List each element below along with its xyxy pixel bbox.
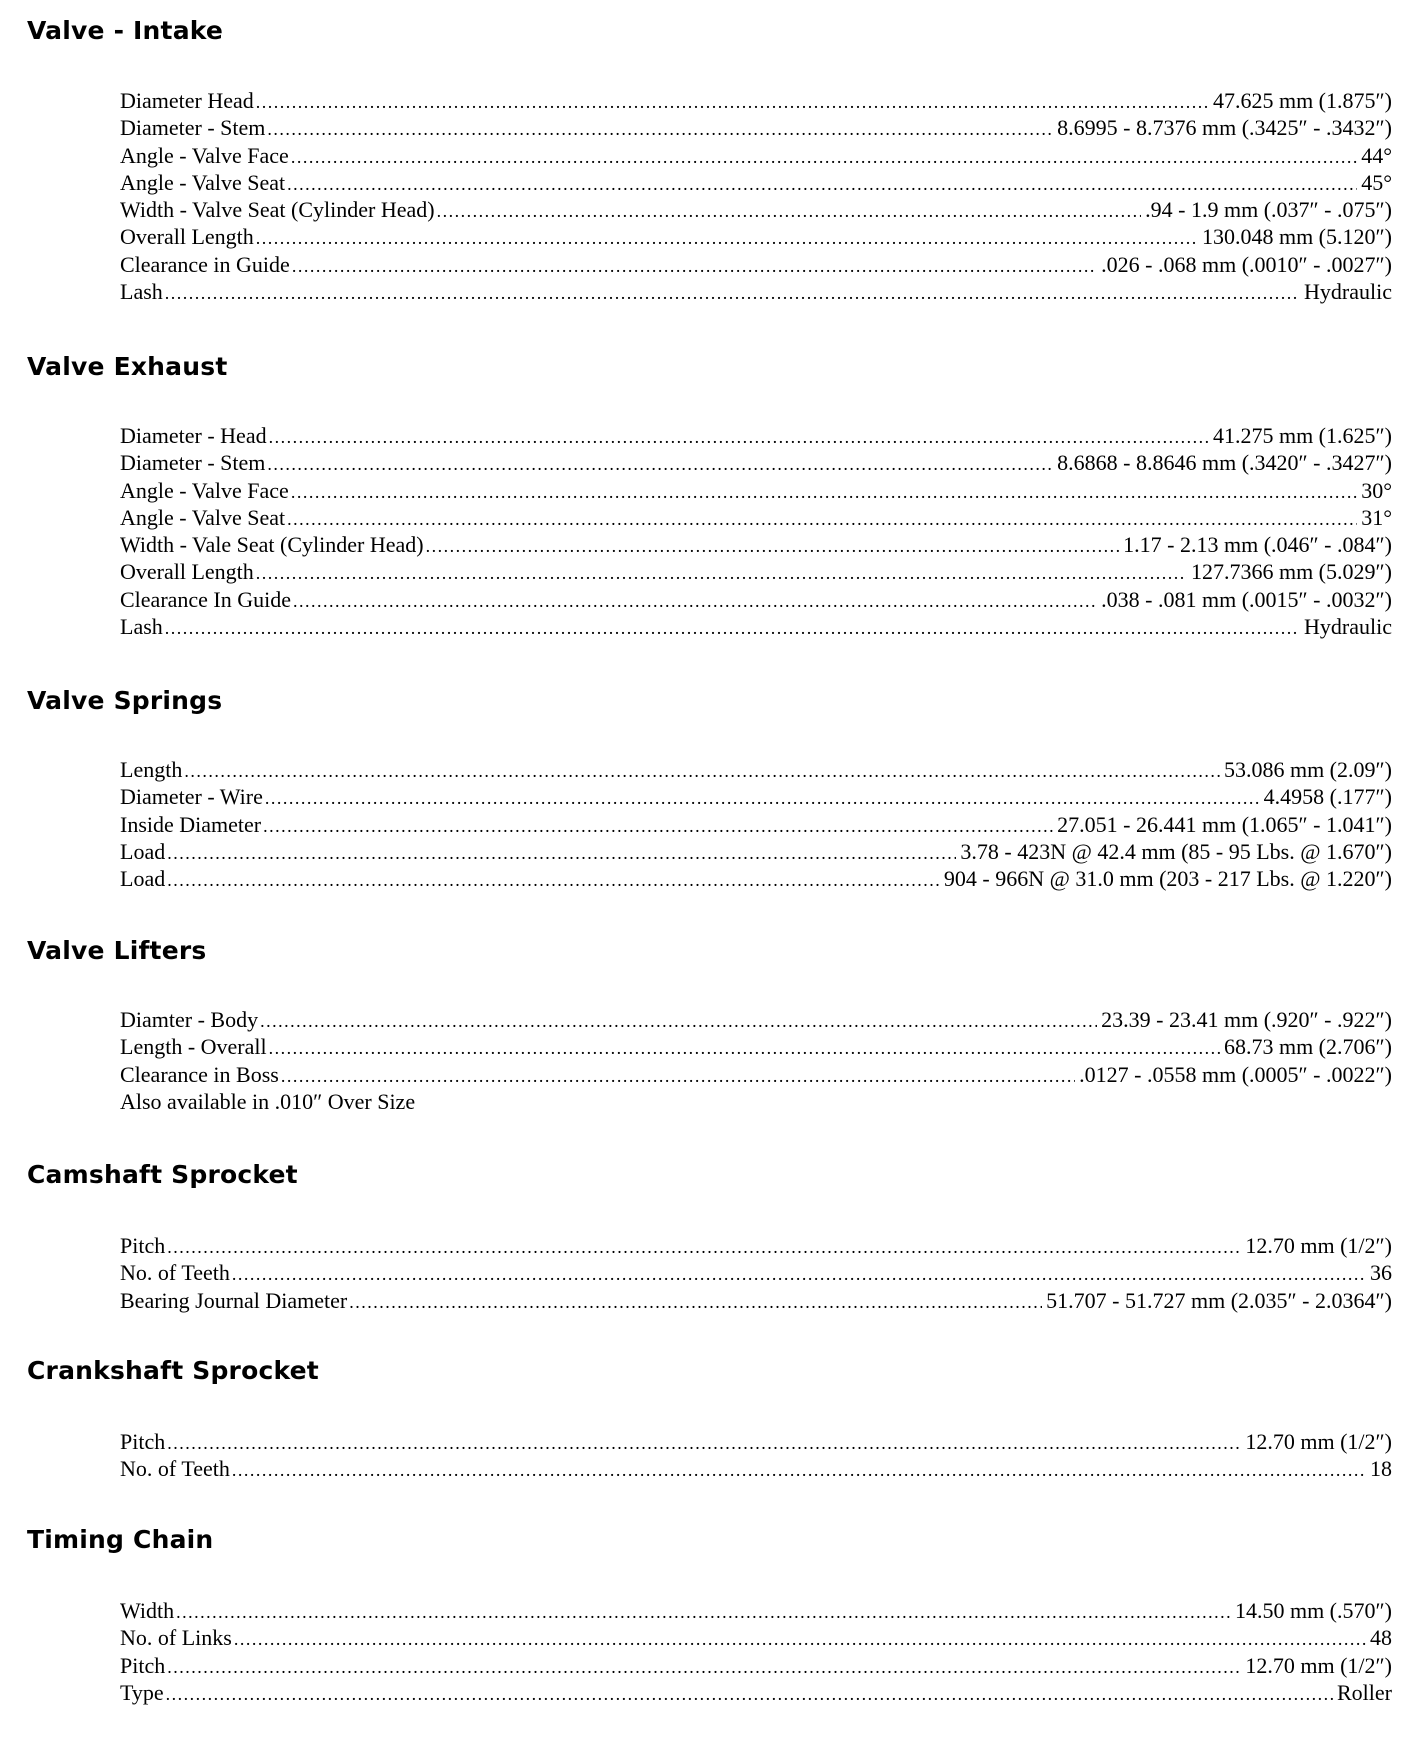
spec-label: Clearance in Boss	[120, 1061, 279, 1087]
dot-leader	[256, 225, 1198, 252]
section-title: Crankshaft Sprocket	[27, 1356, 319, 1385]
dot-leader	[263, 813, 1053, 840]
spec-row	[120, 783, 1392, 810]
spec-label: Diameter - Stem	[120, 450, 266, 476]
dot-leader	[167, 1234, 1241, 1261]
spec-value: Hydraulic	[1304, 614, 1392, 640]
spec-label: Overall Length	[120, 559, 254, 585]
spec-label: Angle - Valve Face	[120, 142, 289, 168]
spec-label: Clearance In Guide	[120, 586, 292, 612]
spec-row	[120, 449, 1392, 476]
spec-value: 904 - 966N @ 31.0 mm (203 - 217 Lbs. @ 1.220″)	[943, 866, 1392, 892]
spec-label: Type	[120, 1679, 164, 1705]
dot-leader	[291, 479, 1357, 506]
dot-leader	[426, 533, 1120, 560]
spec-label: Bearing Journal Diameter	[120, 1287, 348, 1313]
section-title: Timing Chain	[27, 1525, 214, 1554]
section-title: Valve - Intake	[27, 16, 224, 45]
spec-value: 48	[1370, 1625, 1392, 1651]
spec-value: .0127 - .0558 mm (.0005″ - .0022″)	[1079, 1061, 1392, 1087]
spec-value: 12.70 mm (1/2″)	[1245, 1233, 1392, 1258]
spec-value: 12.70 mm (1/2″)	[1245, 1652, 1392, 1678]
spec-value: 3.78 - 423N @ 42.4 mm (85 - 95 Lbs. @ 1.670″)	[960, 838, 1392, 864]
spec-value: .026 - .068 mm (.0010″ - .0027″)	[1101, 251, 1392, 277]
spec-value: Roller	[1337, 1679, 1392, 1705]
spec-label: Overall Length	[120, 224, 254, 250]
spec-value: 12.70 mm (1/2″)	[1245, 1429, 1392, 1454]
dot-leader	[167, 1430, 1241, 1457]
dot-leader	[267, 451, 1053, 478]
dot-leader	[165, 615, 1300, 642]
spec-value: 36	[1370, 1260, 1392, 1286]
section-title: Valve Springs	[27, 686, 223, 715]
spec-row	[120, 196, 1392, 223]
spec-value: 41.275 mm (1.625″)	[1212, 423, 1392, 448]
spec-label: Load	[120, 838, 166, 864]
spec-value: 53.086 mm (2.09″)	[1223, 757, 1392, 782]
dot-leader	[287, 171, 1357, 198]
dot-leader	[167, 867, 940, 894]
spec-list	[120, 422, 1392, 640]
dot-leader	[269, 424, 1209, 451]
spec-label: Length - Overall	[120, 1034, 267, 1060]
spec-value: 8.6868 - 8.8646 mm (.3420″ - .3427″)	[1057, 450, 1392, 476]
spec-label: Angle - Valve Seat	[120, 169, 286, 195]
spec-value: 51.707 - 51.727 mm (2.035″ - 2.0364″)	[1046, 1287, 1392, 1313]
spec-value: .038 - .081 mm (.0015″ - .0032″)	[1101, 586, 1392, 612]
spec-label: Load	[120, 866, 166, 892]
dot-leader	[234, 1626, 1366, 1653]
dot-leader	[437, 198, 1142, 225]
dot-leader	[281, 1063, 1075, 1090]
spec-row	[120, 613, 1392, 640]
spec-row	[120, 251, 1392, 278]
spec-value: 23.39 - 23.41 mm (.920″ - .922″)	[1101, 1007, 1392, 1032]
spec-row	[120, 1259, 1392, 1286]
spec-value: 47.625 mm (1.875″)	[1212, 88, 1392, 113]
spec-row	[120, 1033, 1392, 1060]
spec-row	[120, 531, 1392, 558]
spec-list	[120, 1597, 1392, 1706]
section-title: Valve Lifters	[27, 936, 207, 965]
spec-row	[120, 114, 1392, 141]
spec-list	[120, 756, 1392, 892]
spec-row	[120, 169, 1392, 196]
spec-row	[120, 504, 1392, 531]
dot-leader	[293, 588, 1097, 615]
spec-value: 14.50 mm (.570″)	[1234, 1598, 1392, 1623]
spec-label: Clearance in Guide	[120, 251, 290, 277]
spec-label: No. of Teeth	[120, 1456, 230, 1482]
spec-row	[120, 586, 1392, 613]
dot-leader	[232, 1457, 1366, 1484]
spec-row	[120, 1232, 1392, 1259]
spec-value: 44°	[1361, 142, 1392, 168]
spec-row	[120, 811, 1392, 838]
dot-leader	[292, 253, 1097, 280]
spec-label: Lash	[120, 614, 163, 640]
spec-value: .94 - 1.9 mm (.037″ - .075″)	[1145, 197, 1392, 223]
dot-leader	[176, 1599, 1231, 1626]
section-title: Camshaft Sprocket	[27, 1160, 298, 1189]
spec-value: 1.17 - 2.13 mm (.046″ - .084″)	[1123, 532, 1392, 558]
spec-label: No. of Links	[120, 1625, 232, 1651]
spec-label: Pitch	[120, 1652, 166, 1678]
spec-label: Diameter - Stem	[120, 115, 266, 141]
dot-leader	[260, 1008, 1097, 1035]
dot-leader	[184, 758, 1220, 785]
dot-leader	[167, 840, 956, 867]
dot-leader	[167, 1654, 1241, 1681]
spec-value: 127.7366 mm (5.029″)	[1190, 559, 1392, 585]
spec-value: 27.051 - 26.441 mm (1.065″ - 1.041″)	[1057, 811, 1392, 837]
spec-label: Width - Vale Seat (Cylinder Head)	[120, 532, 424, 558]
spec-row	[120, 558, 1392, 585]
dot-leader	[287, 506, 1357, 533]
dot-leader	[265, 785, 1260, 812]
spec-label: Width - Valve Seat (Cylinder Head)	[120, 197, 435, 223]
spec-row	[120, 142, 1392, 169]
dot-leader	[256, 89, 1209, 116]
spec-row	[120, 223, 1392, 250]
spec-value: 18	[1370, 1456, 1392, 1482]
spec-note: Also available in .010″ Over Size	[120, 1088, 416, 1114]
spec-value: 130.048 mm (5.120″)	[1201, 224, 1392, 250]
spec-row	[120, 1597, 1392, 1624]
spec-row	[120, 1455, 1392, 1482]
dot-leader	[291, 144, 1357, 171]
spec-row	[120, 1061, 1392, 1088]
dot-leader	[256, 560, 1187, 587]
spec-row	[120, 1652, 1392, 1679]
spec-label: Angle - Valve Seat	[120, 504, 286, 530]
spec-row	[120, 1624, 1392, 1651]
spec-value: 68.73 mm (2.706″)	[1223, 1034, 1392, 1060]
spec-list	[120, 87, 1392, 305]
spec-label: Angle - Valve Face	[120, 477, 289, 503]
spec-row	[120, 1679, 1392, 1706]
dot-leader	[269, 1035, 1220, 1062]
spec-row	[120, 756, 1392, 783]
spec-label: Inside Diameter	[120, 811, 262, 837]
spec-label: Diameter - Head	[120, 423, 267, 448]
spec-row	[120, 1006, 1392, 1033]
spec-label: No. of Teeth	[120, 1260, 230, 1286]
spec-label: Diamter - Body	[120, 1007, 259, 1032]
dot-leader	[166, 1681, 1333, 1708]
spec-row	[120, 838, 1392, 865]
dot-leader	[349, 1289, 1042, 1316]
dot-leader	[232, 1261, 1366, 1288]
spec-value: 45°	[1361, 169, 1392, 195]
spec-label: Diameter Head	[120, 88, 254, 113]
spec-row	[120, 87, 1392, 114]
spec-value: 30°	[1361, 477, 1392, 503]
spec-row	[120, 477, 1392, 504]
spec-list	[120, 1006, 1392, 1115]
spec-value: Hydraulic	[1304, 279, 1392, 305]
spec-row	[120, 1287, 1392, 1314]
spec-label: Pitch	[120, 1233, 166, 1258]
spec-value: 31°	[1361, 504, 1392, 530]
spec-label: Width	[120, 1598, 175, 1623]
spec-label: Lash	[120, 279, 163, 305]
spec-list	[120, 1428, 1392, 1483]
spec-row	[120, 278, 1392, 305]
spec-value: 8.6995 - 8.7376 mm (.3425″ - .3432″)	[1057, 115, 1392, 141]
dot-leader	[165, 280, 1300, 307]
spec-value: 4.4958 (.177″)	[1263, 784, 1392, 810]
spec-row	[120, 422, 1392, 449]
dot-leader	[267, 116, 1053, 143]
spec-row	[120, 1428, 1392, 1455]
spec-label: Length	[120, 757, 183, 782]
spec-list	[120, 1232, 1392, 1314]
spec-label: Pitch	[120, 1429, 166, 1454]
section-title: Valve Exhaust	[27, 352, 228, 381]
spec-row	[120, 865, 1392, 892]
spec-label: Diameter - Wire	[120, 784, 263, 810]
